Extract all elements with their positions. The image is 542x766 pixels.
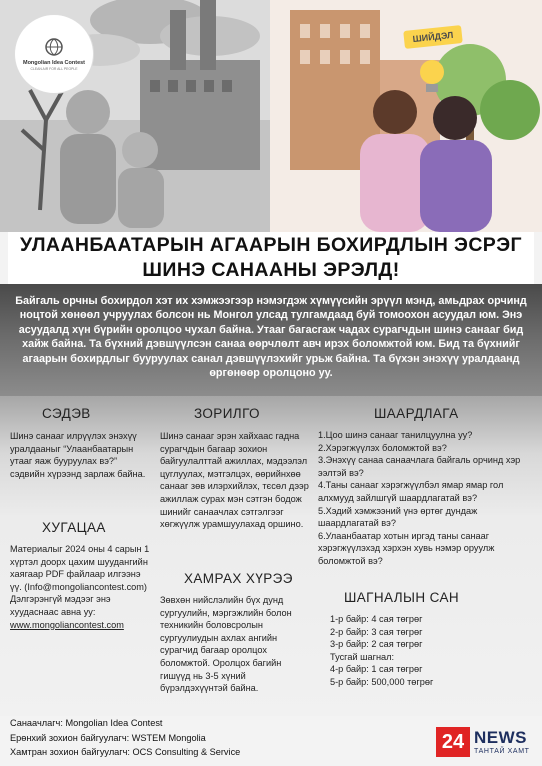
list-item: 2-р байр: 3 сая төгрөг (330, 626, 423, 637)
news-tagline: ТАНТАЙ ХАМТ (474, 748, 530, 755)
partner-line: Хамтран зохион байгуулагч: OCS Consulting & Service (10, 747, 241, 757)
news-watermark (436, 727, 534, 761)
list-item: 3.Энэхүү санаа санаачлага байгаль орчинд хэр ээлтэй вэ? (318, 455, 521, 478)
intro-section (0, 284, 542, 396)
requirements-block (318, 406, 530, 568)
deadline-text: Материалыг 2024 оны 4 сарын 1 хүртэл доорх цахим шуудангийн хаягаар PDF файлаар илгээнэ үү. (Info@mongoliancontest.com) Дэлгэрэнгүй мэдээг энэ хуудаснаас авна уу: (10, 544, 150, 617)
prizes-heading: ШАГНАЛЫН САН (344, 590, 460, 605)
organizer-logo (14, 14, 94, 94)
deadline-block (10, 520, 154, 631)
title-line-2: ШИНЭ САНААНЫ ЭРЭЛД! (142, 259, 400, 281)
list-item: 4-р байр: 1 сая төгрөг (330, 664, 423, 675)
scope-heading: ХАМРАХ ХҮРЭЭ (184, 571, 293, 586)
logo-tagline: CLEAN AIR FOR ALL PEOPLE (30, 67, 78, 71)
goal-text: Шинэ санааг эрэн хайхаас гадна сурагчдын багаар зохион байгуулалттай ажиллах, мэдээлэл цуглуулах, мэтгэлцэх, өөрийнхөө санааг зөв илэрхийлэх, тєсөл дээр ажиллаж сурах мэн сэтгэн бодож шинийг санаачлах сэтгэлгээг хөгжүүлж урамшуулахад оршино. (160, 431, 309, 530)
list-item: 5.Хэдий хэмжээний үнэ өртөг дундаж шаардлагатай вэ? (318, 505, 478, 529)
news-word: NEWS (474, 728, 527, 747)
organizers-footer (10, 716, 370, 760)
topic-block (10, 406, 152, 480)
topic-heading: СЭДЭВ (42, 406, 91, 421)
details-section (0, 396, 542, 716)
list-item: 1.Цоо шинэ санааг танилцуулна уу? (318, 430, 473, 440)
title-line-1: УЛААНБААТАРЫН АГААРЫН БОХИРДЛЫН ЭСРЭГ (20, 234, 522, 256)
website-link[interactable]: www.mongoliancontest.com (10, 619, 124, 630)
topic-text: Шинэ санааг илрүүлэх энэхүү уралдааныг “Улаанбаатарын утааг яаж бууруулах вэ?” сэдвийн хүрээнд зарлаж байна. (10, 431, 146, 479)
scope-block (160, 571, 312, 695)
prizes-block (330, 590, 530, 689)
list-item: 2.Хэрэгжүүлэх боломжтой вэ? (318, 442, 447, 453)
globe-icon (43, 37, 65, 57)
list-item: 3-р байр: 2 сая төгрөг (330, 639, 423, 650)
header-illustration (0, 0, 542, 232)
idea-badge: ШИЙДЭЛ (403, 25, 463, 49)
requirements-heading: ШААРДЛАГА (374, 406, 459, 421)
general-organizer-line: Ерөнхий зохион байгуулагч: WSTEM Mongolia (10, 732, 206, 743)
organizer-line: Санаачлагч: Mongolian Idea Contest (10, 718, 163, 728)
list-item: 1-р байр: 4 сая төгрөг (330, 614, 423, 624)
prizes-list (330, 613, 530, 689)
list-item: Тусгай шагнал: (330, 651, 395, 662)
logo-name: Mongolian Idea Contest (22, 60, 86, 66)
goal-heading: ЗОРИЛГО (194, 406, 260, 421)
list-item: 5-р байр: 500,000 төгрөг (330, 676, 434, 687)
intro-text: Байгаль орчны бохирдол хэт их хэмжээгээр нэмэгдэж хүмүүсийн эрүүл мэнд, амьдрах орчинд ноцтой хөнөөл учруулах болсон нь Монгол улсад тулгамдаад буй томоохон асуудал юм. Энэ асуудалд хүн бүрийн оролцоо чухал байна. Утааг багасгаж чадах сурагчдын шинэ санааг бид хайж байна. Та бүхний дэвшүүлсэн санаа өөрчлөлт авч ирэх боломжтой юм. Бид та бүхнийг агаарын бохирдлыг бууруулах санал дэвшүүлэхийг урьж байна. Та бүхэн энэхүү уралдаанд өргөнөөр оролцоно уу. (15, 295, 527, 380)
goal-block (160, 406, 312, 531)
news-number: 24 (436, 727, 470, 757)
list-item: 4.Таны санааг хэрэгжүүлбэл ямар ямар гол алхмууд зайлшгүй шаардлагатай вэ? (318, 480, 504, 503)
scope-text: Зөвхөн нийслэлийн бүх дунд сургуулийн, мэргэжлийн болон техникийн боловсролын сургуулиудын ахлах ангийн сурагчид багаар оролцох боломжтой. Оролцох багийн гишүүд нь 3-5 хүний бүрэлдэхүүнтэй байна. (160, 595, 292, 694)
requirements-list (318, 429, 530, 568)
list-item: 6.Улаанбаатар хотын иргэд таны санааг хэрэгжүүлэхэд хэрхэн хувь нэмэр оруулж боломжтой вэ? (318, 530, 495, 566)
title-banner (8, 232, 534, 284)
deadline-heading: ХУГАЦАА (42, 520, 106, 535)
